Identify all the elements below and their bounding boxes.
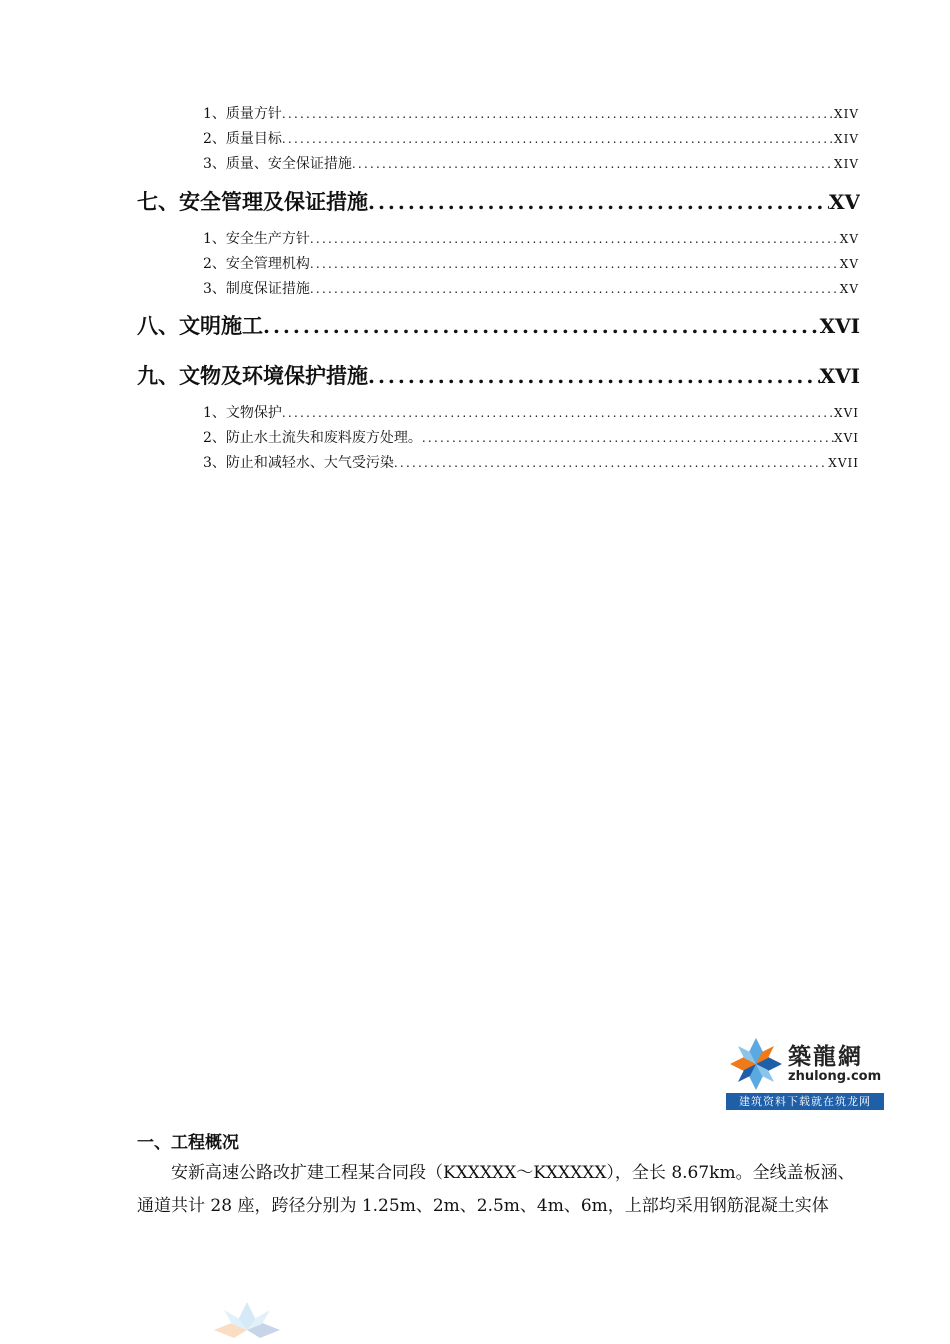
toc-item-label: 3、防止和减轻水、大气受污染 bbox=[203, 455, 394, 471]
toc-item-safety-organization[interactable] bbox=[203, 253, 859, 275]
toc-item-label: 2、质量目标 bbox=[203, 131, 282, 147]
toc-leader bbox=[394, 452, 828, 474]
toc-leader bbox=[282, 128, 834, 150]
toc-item-label: 2、防止水土流失和废料废方处理。 bbox=[203, 430, 422, 446]
toc-leader bbox=[263, 310, 820, 342]
toc-section-label: 七、安全管理及保证措施 bbox=[137, 190, 368, 214]
toc-leader bbox=[352, 153, 834, 175]
toc-page-number: XV bbox=[828, 190, 860, 214]
toc-leader bbox=[422, 427, 834, 449]
toc-item-soil-erosion[interactable] bbox=[203, 427, 859, 449]
toc-page-number: XIV bbox=[834, 157, 859, 171]
toc-item-label: 1、质量方针 bbox=[203, 106, 282, 122]
toc-item-pollution[interactable] bbox=[203, 452, 859, 474]
zhulong-logo bbox=[726, 1034, 884, 1110]
toc-page-number: XV bbox=[839, 257, 859, 271]
toc-item-label: 2、安全管理机构 bbox=[203, 256, 310, 272]
toc-page-number: XVI bbox=[819, 314, 860, 338]
logo-name: 築龍網 bbox=[788, 1044, 863, 1070]
watermark-snowflake-icon bbox=[210, 1300, 285, 1344]
toc-item-quality-target[interactable] bbox=[203, 128, 859, 150]
toc-leader bbox=[310, 228, 840, 250]
toc-section-8[interactable] bbox=[137, 310, 860, 342]
toc-section-9[interactable] bbox=[137, 360, 860, 392]
toc-item-safety-policy[interactable] bbox=[203, 228, 859, 250]
toc-leader bbox=[282, 103, 834, 125]
toc-page-number: XV bbox=[839, 282, 859, 296]
zhulong-snowflake-icon bbox=[726, 1034, 786, 1094]
toc-item-quality-safety-measures[interactable] bbox=[203, 153, 859, 175]
toc-item-quality-policy[interactable] bbox=[203, 103, 859, 125]
toc-leader bbox=[310, 253, 840, 275]
toc-item-label: 1、安全生产方针 bbox=[203, 231, 310, 247]
toc-page-number: XVI bbox=[834, 406, 859, 420]
toc-item-label: 3、制度保证措施 bbox=[203, 281, 310, 297]
toc-item-label: 3、质量、安全保证措施 bbox=[203, 156, 352, 172]
toc-page-number: XIV bbox=[834, 132, 859, 146]
toc-section-label: 九、文物及环境保护措施 bbox=[137, 364, 368, 388]
toc-leader bbox=[310, 278, 840, 300]
toc-item-label: 1、文物保护 bbox=[203, 405, 282, 421]
toc-item-relic-protection[interactable] bbox=[203, 402, 859, 424]
toc-page-number: XVI bbox=[819, 364, 860, 388]
toc-leader bbox=[282, 402, 834, 424]
logo-slogan: 建筑资料下载就在筑龙网 bbox=[726, 1093, 884, 1110]
body-paragraph-line-1: 安新高速公路改扩建工程某合同段（KXXXXX～KXXXXX），全长 8.67km。全线盖板涵、 bbox=[171, 1163, 855, 1183]
toc-section-7[interactable] bbox=[137, 186, 860, 218]
toc-page-number: XVII bbox=[828, 456, 859, 470]
toc-page-number: XV bbox=[839, 232, 859, 246]
logo-domain: zhulong.com bbox=[788, 1069, 882, 1084]
toc-page-number: XIV bbox=[834, 107, 859, 121]
section-title: 一、工程概况 bbox=[137, 1133, 239, 1153]
toc-leader bbox=[368, 360, 820, 392]
toc-page-number: XVI bbox=[834, 431, 859, 445]
toc-leader bbox=[368, 186, 829, 218]
body-paragraph-line-2: 通道共计 28 座，跨径分别为 1.25m、2m、2.5m、4m、6m，上部均采用钢筋混凝土实体 bbox=[137, 1196, 829, 1216]
toc-item-system-measures[interactable] bbox=[203, 278, 859, 300]
toc-section-label: 八、文明施工 bbox=[137, 314, 263, 338]
